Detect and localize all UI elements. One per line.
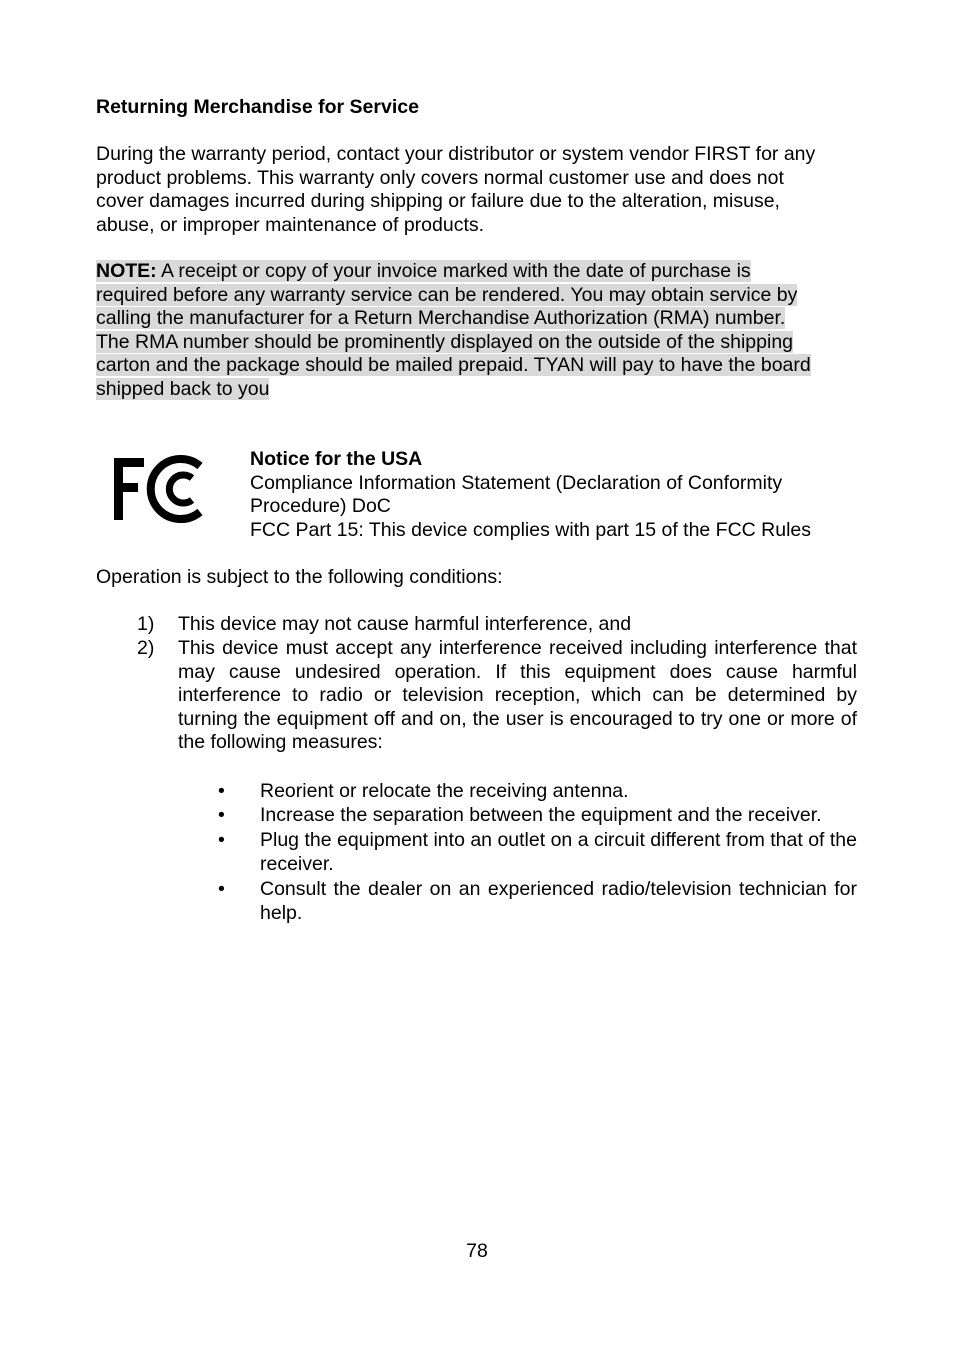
bullet-icon: •: [218, 829, 225, 851]
intro-line: cover damages incurred during shipping or failure due to the alteration, misuse,: [96, 190, 780, 213]
fcc-line: Compliance Information Statement (Declaration of Conformity: [250, 471, 783, 494]
fcc-line: Procedure) DoC: [250, 495, 391, 518]
note-line: A receipt or copy of your invoice marked with the date of purchase is: [156, 260, 751, 282]
note-block: [96, 260, 876, 402]
intro-paragraph: [96, 143, 876, 237]
measure-item: Consult the dealer on an experienced radio/television technician for help.: [260, 878, 857, 924]
intro-line: abuse, or improper maintenance of products.: [96, 213, 485, 236]
measure-item: Plug the equipment into an outlet on a circuit different from that of the receiver.: [260, 829, 857, 875]
page-number: 78: [466, 1240, 488, 1262]
condition-number: 1): [137, 613, 155, 635]
fcc-notice: [250, 448, 870, 542]
intro-line: During the warranty period, contact your distributor or system vendor FIRST for any: [96, 143, 816, 165]
note-line: calling the manufacturer for a Return Merchandise Authorization (RMA) number.: [96, 307, 786, 330]
note-line: required before any warranty service can be rendered. You may obtain service by: [96, 283, 798, 306]
fcc-title: Notice for the USA: [250, 448, 423, 470]
fcc-line: FCC Part 15: This device complies with part 15 of the FCC Rules: [250, 518, 812, 541]
note-label: NOTE:: [96, 260, 157, 282]
measure-item: Reorient or relocate the receiving antenna.: [260, 780, 629, 802]
condition-number: 2): [137, 637, 155, 659]
condition-text: This device must accept any interference received including interference that may cause undesired operation. If this equipment does cause harmful interference to radio or television reception, which can be determined by turning the equipment off and on, the user is encouraged to try one or more of the following measures:: [178, 637, 857, 754]
bullet-icon: •: [218, 780, 225, 802]
bullet-icon: •: [218, 878, 225, 900]
note-line: The RMA number should be prominently displayed on the outside of the shipping: [96, 330, 794, 353]
fcc-logo-icon: [110, 452, 210, 524]
section-title: Returning Merchandise for Service: [96, 96, 419, 118]
note-line: shipped back to you: [96, 377, 270, 400]
bullet-icon: •: [218, 804, 225, 826]
intro-line: product problems. This warranty only covers normal customer use and does not: [96, 166, 784, 189]
condition-text: This device may not cause harmful interference, and: [178, 613, 632, 635]
note-line: carton and the package should be mailed prepaid. TYAN will pay to have the board: [96, 354, 811, 377]
conditions-intro: Operation is subject to the following conditions:: [96, 566, 503, 588]
measure-item: Increase the separation between the equipment and the receiver.: [260, 804, 822, 826]
